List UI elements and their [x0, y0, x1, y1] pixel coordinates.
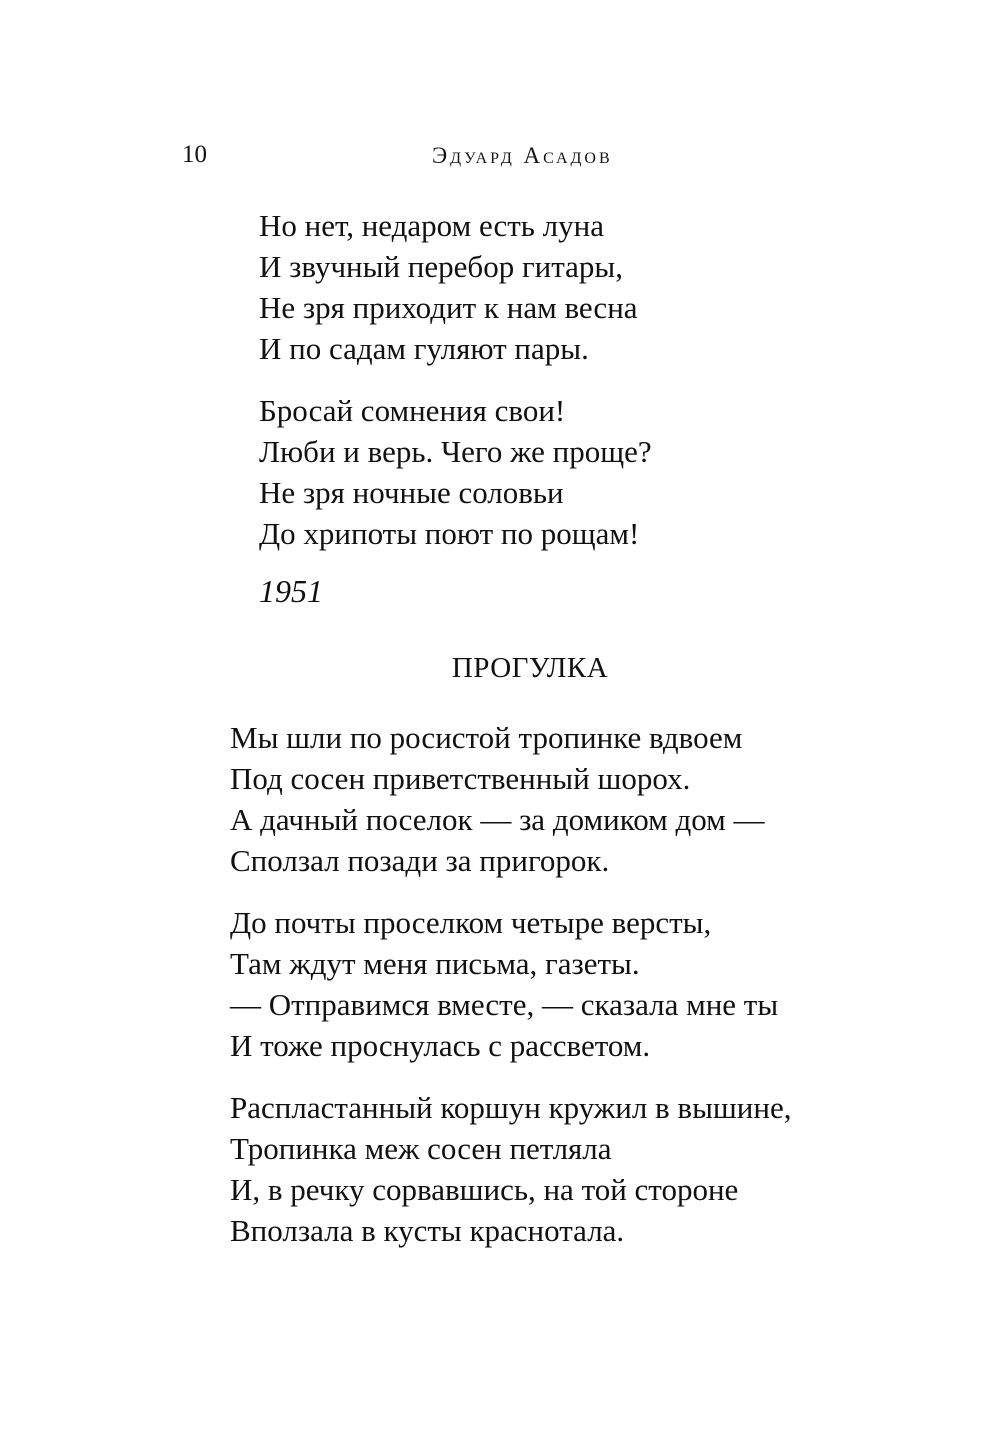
poem-line: Распластанный коршун кружил в вышине, [230, 1090, 792, 1125]
poem-line: До почты проселком четыре версты, [230, 905, 712, 940]
poem-line: Сполз​ал позади за пригорок. [230, 843, 610, 878]
poem-continued [259, 205, 652, 611]
poem-line: Не зря ночные соловьи [259, 475, 564, 510]
poem-line: Не зря приходит к нам весна [259, 290, 638, 325]
poem-line: — Отправимся вместе, — сказала мне ты [230, 987, 779, 1022]
page-number: 10 [182, 141, 207, 168]
poem-new [230, 717, 791, 1272]
stanza-3 [230, 1087, 791, 1251]
poem-line: Там ждут меня письма, газеты. [230, 946, 640, 981]
poem-date: 1951 [259, 573, 323, 609]
poem-line: Мы шли по росистой тропинке вдвоем [230, 720, 743, 755]
poem-line: Бросай сомнения свои! [259, 393, 566, 428]
running-head-author: Эдуард Асадов [432, 143, 613, 168]
stanza-2 [259, 390, 652, 554]
poem-line: Но нет, недаром есть луна [259, 208, 604, 243]
poem-line: Вползала в кусты краснотала. [230, 1213, 625, 1248]
poem-line: Люби и верь. Чего же проще? [259, 434, 652, 469]
poem-line: И тоже проснулась с рассветом. [230, 1028, 651, 1063]
poem-line: И звучный перебор гитары, [259, 249, 624, 284]
poem-line: Тропинка меж сосен петляла [230, 1131, 612, 1166]
poem-title: ПРОГУЛКА [451, 652, 609, 684]
stanza-1 [230, 717, 791, 881]
poem-line: До хрипоты поют по рощам! [259, 516, 640, 551]
poem-line: И, в речку сорвавшись, на той стороне [230, 1172, 739, 1207]
stanza-2 [230, 902, 791, 1066]
poem-line: И по садам гуляют пары. [259, 331, 589, 366]
stanza-1 [259, 205, 652, 369]
poem-line: Под сосен приветственный шорох. [230, 761, 691, 796]
poem-line: А дачный поселок — за домиком дом — [230, 802, 765, 837]
